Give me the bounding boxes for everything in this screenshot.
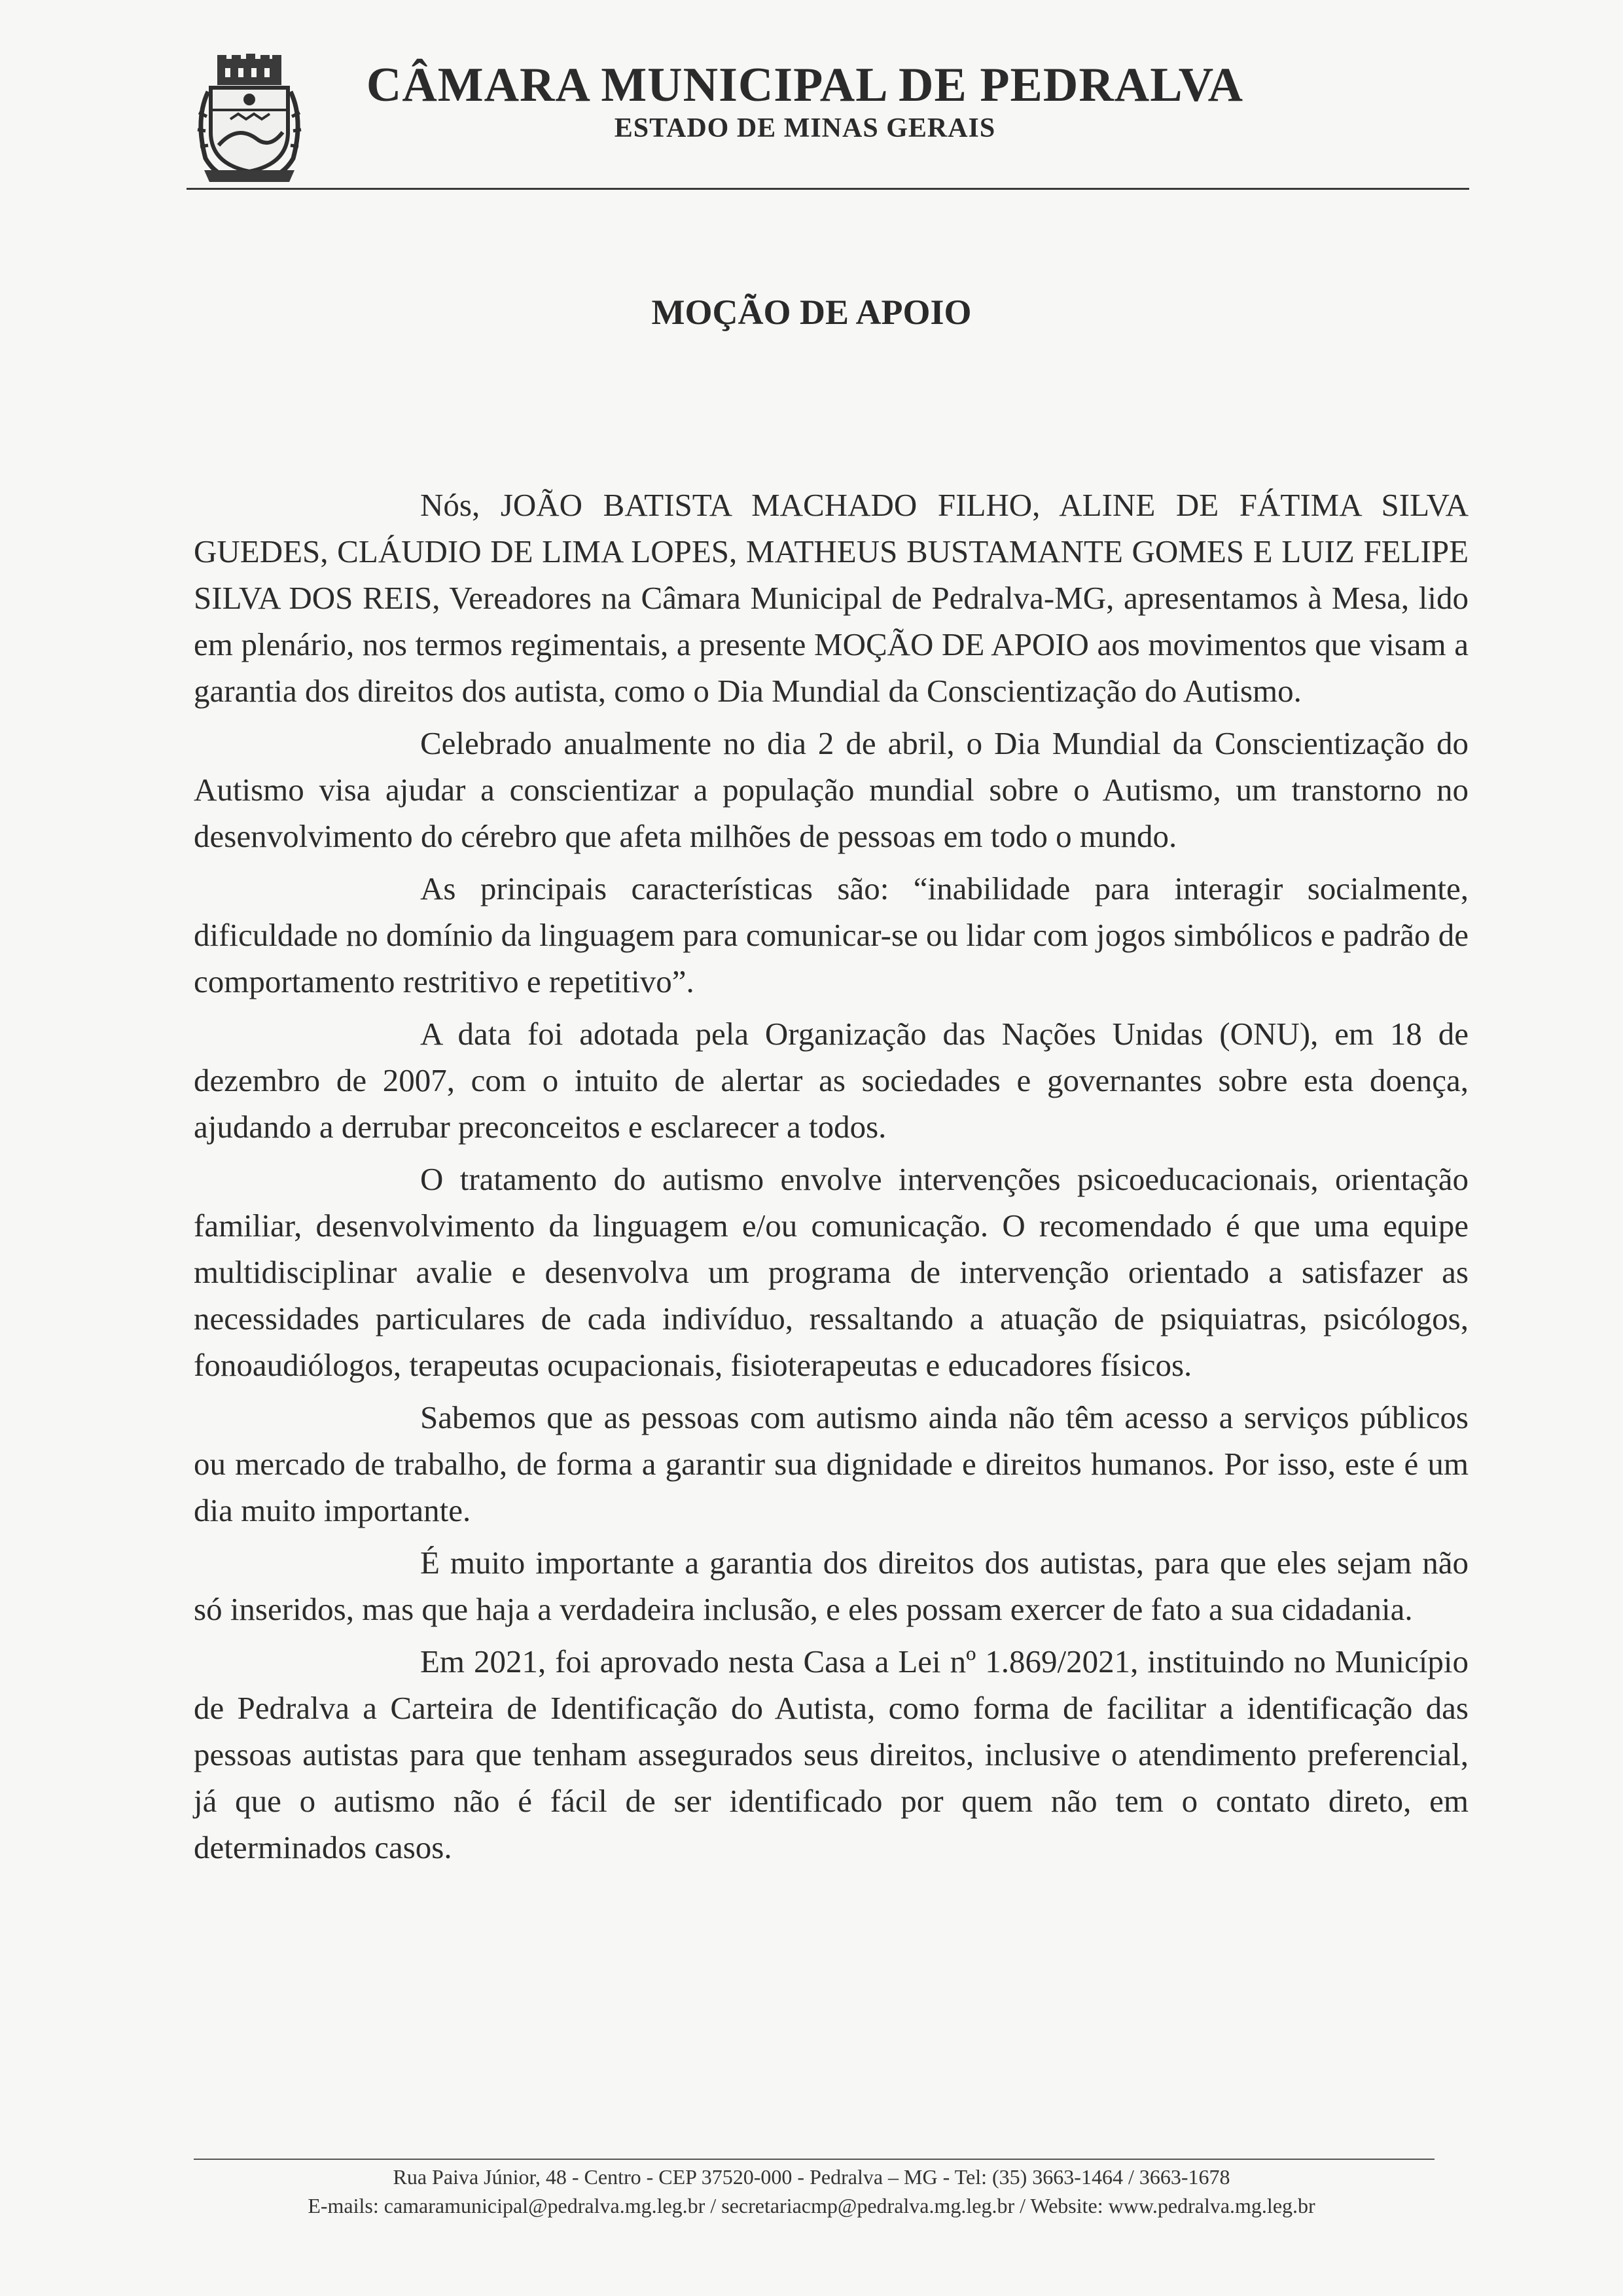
paragraph: Sabemos que as pessoas com autismo ainda não têm acesso a serviços públicos ou mercado de trabalho, de forma a garantir sua dignidade e direitos humanos. Por isso, este é um dia muito importante.	[194, 1399, 1469, 1528]
footer-address: Rua Paiva Júnior, 48 - Centro - CEP 37520-000 - Pedralva – MG - Tel: (35) 3663-1464 / 3663-1678	[393, 2165, 1230, 2189]
paragraph: Em 2021, foi aprovado nesta Casa a Lei nº 1.869/2021, instituindo no Município de Pedralva a Carteira de Identificação do Autista, como forma de facilitar a identificação das pessoas autistas para que tenham assegurados seus direitos, inclusive o atendimento preferencial, já que o autismo não é fácil de ser identificado por quem não tem o contato direto, em determinados casos.	[194, 1643, 1469, 1865]
footer-contacts: E-mails: camaramunicipal@pedralva.mg.leg.br / secretariacmp@pedralva.mg.leg.br / Website: www.pedralva.mg.leg.br	[308, 2194, 1315, 2217]
document-body	[194, 482, 1469, 1876]
paragraph: É muito importante a garantia dos direitos dos autistas, para que eles sejam não só inseridos, mas que haja a verdadeira inclusão, e eles possam exercer de fato a sua cidadania.	[194, 1545, 1469, 1627]
paragraph: Nós, JOÃO BATISTA MACHADO FILHO, ALINE DE FÁTIMA SILVA GUEDES, CLÁUDIO DE LIMA LOPES, MATHEUS BUSTAMANTE GOMES E LUIZ FELIPE SILVA DOS REIS, Vereadores na Câmara Municipal de Pedralva-MG, apresentamos à Mesa, lido em plenário, nos termos regimentais, a presente MOÇÃO DE APOIO aos movimentos que visam a garantia dos direitos dos autista, como o Dia Mundial da Conscientização do Autismo.	[194, 487, 1469, 709]
paragraph: Celebrado anualmente no dia 2 de abril, o Dia Mundial da Conscientização do Autismo visa ajudar a conscientizar a população mundial sobre o Autismo, um transtorno no desenvolvimento do cérebro que afeta milhões de pessoas em todo o mundo.	[194, 725, 1469, 854]
state-name: ESTADO DE MINAS GERAIS	[614, 113, 996, 143]
municipal-crest-icon	[191, 54, 308, 185]
header-divider	[187, 188, 1469, 190]
chamber-name: CÂMARA MUNICIPAL DE PEDRALVA	[366, 58, 1244, 112]
paragraph: As principais características são: “inabilidade para interagir socialmente, dificuldade no domínio da linguagem para comunicar-se ou lidar com jogos simbólicos e padrão de comportamento restritivo e repetitivo”.	[194, 870, 1469, 999]
footer-divider	[194, 2159, 1435, 2160]
paragraph: O tratamento do autismo envolve intervenções psicoeducacionais, orientação familiar, desenvolvimento da linguagem e/ou comunicação. O recomendado é que uma equipe multidisciplinar avalie e desenvolva um programa de intervenção orientado a satisfazer as necessidades particulares de cada indivíduo, ressaltando a atuação de psiquiatras, psicólogos, fonoaudiólogos, terapeutas ocupacionais, fisioterapeutas e educadores físicos.	[194, 1161, 1469, 1383]
paragraph: A data foi adotada pela Organização das Nações Unidas (ONU), em 18 de dezembro de 2007, com o intuito de alertar as sociedades e governantes sobre esta doença, ajudando a derrubar preconceitos e esclarecer a todos.	[194, 1016, 1469, 1145]
document-title: MOÇÃO DE APOIO	[651, 293, 972, 332]
